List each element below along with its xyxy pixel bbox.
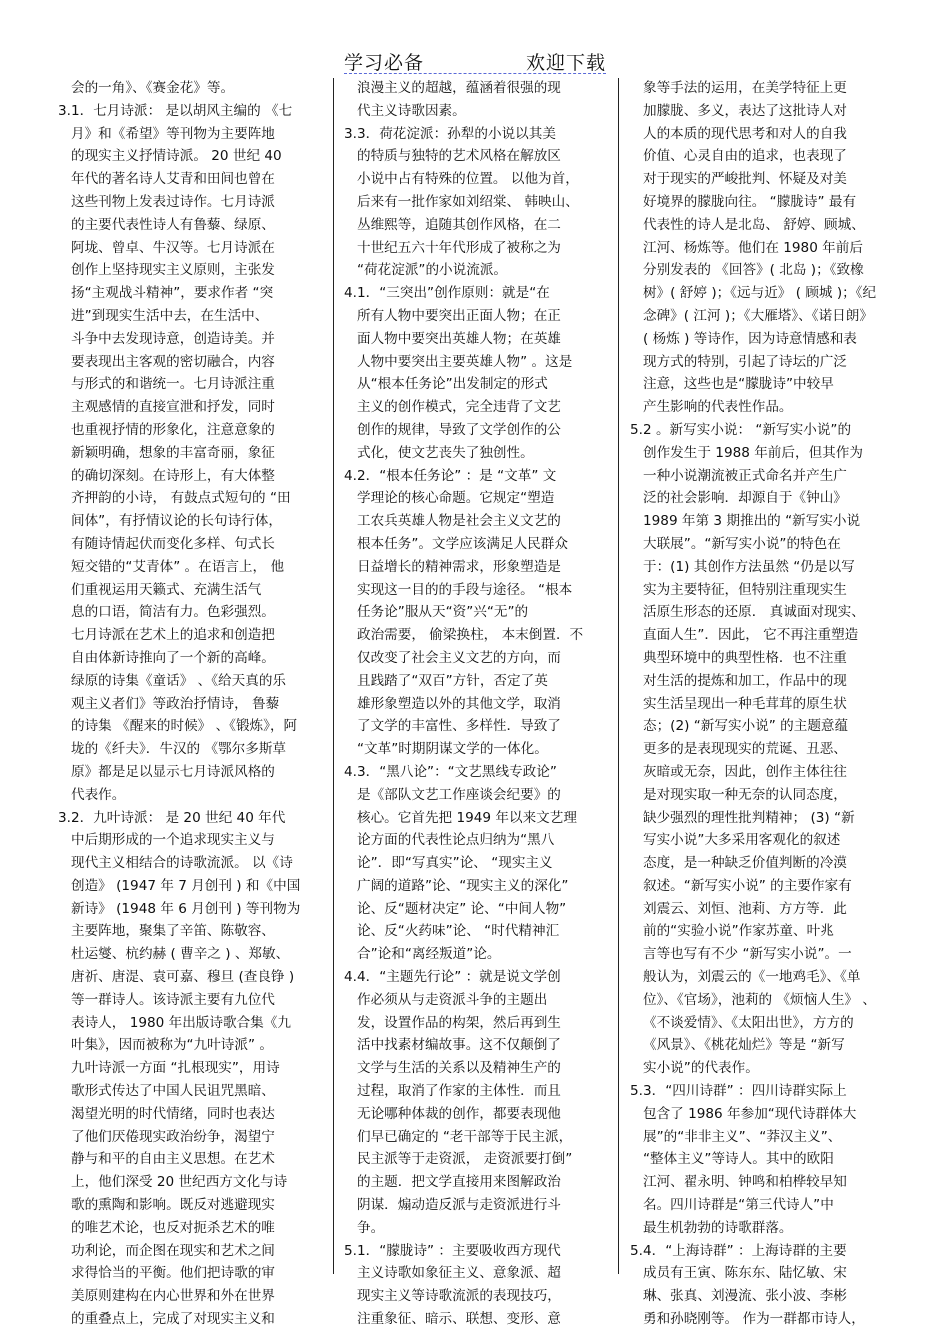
text-line: 最生机勃勃的诗歌群落。 — [643, 1219, 793, 1236]
text-line: 年代的著名诗人艾青和田间也曾在 — [71, 171, 275, 188]
text-line: 绿原的诗集《童话》 、《给天真的乐 — [71, 672, 287, 689]
text-line: 有随诗情起伏而变化多样、句式长 — [71, 535, 275, 552]
text-line: 现实主义等诗歌流派的表现技巧， — [357, 1288, 561, 1305]
text-line: 民主派等于走资派， 走资派要打倒” — [357, 1151, 573, 1168]
text-line: 间体”，有抒情议论的长句诗行体， — [71, 513, 282, 530]
text-line: 渴望光明的时代情绪，同时也表达 — [71, 1105, 275, 1122]
text-line: 言等也写有不少 “新写实小说”。一 — [643, 946, 852, 963]
text-line: 歌的熏陶和影响。既反对逃避现实 — [71, 1197, 275, 1214]
text-line: 短交错的“艾青体” 。在语言上， 他 — [71, 558, 285, 575]
text-line: 4.2．“根本任务论” ：是 “文革” 文 — [344, 467, 557, 484]
text-line: 月》和《希望》等刊物为主要阵地 — [71, 125, 275, 142]
text-line: 3.1．七月诗派： 是以胡风主编的 《七 — [58, 102, 293, 119]
text-line: 代表性的诗人是北岛、 舒婷、顾城、 — [643, 216, 865, 233]
text-line: 现代主义相结合的诗歌流派。 以《诗 — [71, 855, 293, 872]
text-line: 丛维熙等，追随其创作风格，在二 — [357, 216, 561, 233]
text-line: 泛的社会影响．却源自于《钟山》 — [643, 490, 847, 507]
text-line: 1989 年第 3 期推出的 “新写实小说 — [643, 513, 861, 530]
text-line: 《风景》、《桃花灿烂》等是 “新写 — [643, 1037, 845, 1054]
text-line: 合”论和“离经叛道”论。 — [357, 946, 501, 963]
text-line: 直面人生”．因此， 它不再注重塑造 — [643, 627, 859, 644]
text-line: 创作发生于 1988 年前后，但其作为 — [643, 444, 863, 461]
text-line: 灰暗或无奈，因此，创作主体往往 — [643, 763, 847, 780]
text-line: 大联展”。“新写实小说”的特色在 — [643, 535, 841, 552]
text-line: 日益增长的精神需求，形象塑造是 — [357, 558, 561, 575]
column-divider-1 — [333, 78, 334, 1274]
text-line: 求得恰当的平衡。他们把诗歌的审 — [71, 1265, 275, 1282]
text-line: 好境界的朦胧向往。 “朦胧诗” 最有 — [643, 193, 857, 210]
text-line: 于：(1) 其创作方法虽然 “仍是以写 — [643, 558, 855, 575]
text-line: 斗争中去发现诗意，创造诗美。并 — [71, 330, 275, 347]
text-line: 十世纪五六十年代形成了被称之为 — [357, 239, 561, 256]
text-line: 5.3．“四川诗群” ：四川诗群实际上 — [630, 1083, 847, 1100]
text-line: 中后期形成的一个追求现实主义与 — [71, 832, 275, 849]
text-line: 阿垅、曾卓、牛汉等。七月诗派在 — [71, 239, 275, 256]
text-line: 主义诗歌如象征主义、意象派、超 — [357, 1265, 561, 1282]
text-line: 名。四川诗群是“第三代诗人”中 — [643, 1197, 834, 1214]
text-line: 七月诗派在艺术上的追求和创造把 — [71, 627, 275, 644]
text-line: 一种小说潮流被正式命名并产生广 — [643, 467, 847, 484]
text-line: 过程，取消了作家的主体性．而且 — [357, 1083, 561, 1100]
text-line: 代表作。 — [71, 786, 126, 803]
text-line: 新颖明确，想象的丰富奇丽，象征 — [71, 444, 275, 461]
text-line: 实生活呈现出一种毛茸茸的原生状 — [643, 695, 847, 712]
text-line: 念碑》( 江河 )；《大雁塔》、《诺日朗》 — [643, 307, 873, 324]
text-line: 垅的《纤夫》．牛汉的 《鄂尔多斯草 — [71, 741, 287, 758]
text-line: 代主义诗歌因素。 — [357, 102, 466, 119]
text-line: 《不谈爱情》、《太阳出世》，方方的 — [643, 1014, 854, 1031]
text-line: 静与和平的自由主义思想。在艺术 — [71, 1151, 275, 1168]
column-divider-2 — [618, 78, 619, 1274]
text-line: 典型环境中的典型性格．也不注重 — [643, 649, 847, 666]
text-line: 5.4．“上海诗群” ：上海诗群的主要 — [630, 1242, 847, 1259]
text-line: 与形式的和谐统一。七月诗派注重 — [71, 376, 275, 393]
text-line: 发，设置作品的构架，然后再到生 — [357, 1014, 561, 1031]
text-line: 成员有王寅、陈东东、陆忆敏、宋 — [643, 1265, 847, 1282]
text-line: 无论哪种体裁的创作，都要表现他 — [357, 1105, 561, 1122]
text-line: 更多的是表现现实的荒诞、丑恶、 — [643, 741, 847, 758]
text-line: 江河、杨炼等。他们在 1980 年前后 — [643, 239, 863, 256]
text-line: 们早已确定的 “老干部等于民主派， — [357, 1128, 573, 1145]
text-line: 叶集》，因而被称为“九叶诗派” 。 — [71, 1037, 273, 1054]
text-line: 是《部队文艺工作座谈会纪要》的 — [357, 786, 561, 803]
text-line: 般认为，刘震云的《一地鸡毛》、《单 — [643, 969, 861, 986]
text-line: 了文学的丰富性、多样性．导致了 — [357, 718, 561, 735]
text-line: 缺少强烈的理性批判精神； (3) “新 — [643, 809, 855, 826]
text-line: 广阔的道路”论、“现实主义的深化” — [357, 877, 569, 894]
text-line: 且践踏了“双百”方针，否定了英 — [357, 672, 548, 689]
text-line: 实小说”的代表作。 — [643, 1060, 759, 1077]
text-line: 对于现实的严峻批判、怀疑及对美 — [643, 171, 847, 188]
text-line: 位》、《官场》，池莉的 《烦恼人生》 、 — [643, 991, 876, 1008]
text-line: 任务论”服从天“资”兴“无”的 — [357, 604, 529, 621]
text-line: 式化，使文艺丧失了独创性。 — [357, 444, 534, 461]
text-line: 写实小说”大多采用客观化的叙述 — [643, 832, 841, 849]
text-line: 展”的“非非主义”、“莽汉主义”、 — [643, 1128, 842, 1145]
text-line: 态度，是一种缺乏价值判断的冷漠 — [643, 855, 847, 872]
text-line: ( 杨炼 ) 等诗作，因为诗意情感和表 — [643, 330, 857, 347]
text-line: 人的本质的现代思考和对人的自我 — [643, 125, 847, 142]
text-line: 的特质与独特的艺术风格在解放区 — [357, 148, 561, 165]
header-right-text: 欢迎下载 — [525, 52, 606, 74]
text-line: 表诗人， 1980 年出版诗歌合集《九 — [71, 1014, 291, 1031]
text-line: 5.1．“朦胧诗” ：主要吸收西方现代 — [344, 1242, 561, 1259]
text-line: 3.3．荷花淀派：孙犁的小说以其美 — [344, 125, 556, 142]
text-line: 包含了 1986 年参加“现代诗群体大 — [643, 1105, 857, 1122]
text-line: 美原则建构在内心世界和外在世界 — [71, 1288, 275, 1305]
text-line: 是对现实取一种无奈的认同态度， — [643, 786, 847, 803]
text-line: 树》( 舒婷 )；《远与近》 ( 顾城 )；《纪 — [643, 285, 877, 302]
header-left-text: 学习必备 — [344, 52, 425, 74]
text-line: 加朦胧、多义，表达了这批诗人对 — [643, 102, 847, 119]
text-line: 面人物中要突出英雄人物；在英雄 — [357, 330, 561, 347]
header-dashed-underline — [344, 73, 606, 74]
text-line: 实现这一目的的手段与途径。 “根本 — [357, 581, 573, 598]
text-line: 主要阵地，聚集了辛笛、陈敬容、 — [71, 923, 275, 940]
text-line: “文革”时期阴谋文学的一体化。 — [357, 741, 548, 758]
text-line: 仅改变了社会主义文艺的方向，而 — [357, 649, 561, 666]
text-line: 活中找素材编故事。这不仅颠倒了 — [357, 1037, 561, 1054]
text-line: 的重叠点上，完成了对现实主义和 — [71, 1311, 275, 1328]
text-line: 叙述。“新写实小说” 的主要作家有 — [643, 877, 852, 894]
text-line: 根本任务”。文学应该满足人民群众 — [357, 535, 568, 552]
text-line: 刘震云、刘恒、池莉、方方等．此 — [643, 900, 847, 917]
text-line: 杜运燮、杭约赫 ( 曹辛之 ) 、郑敏、 — [71, 946, 290, 963]
text-line: 唐祈、唐湜、袁可嘉、穆旦 (查良铮 ) — [71, 969, 295, 986]
text-line: 九叶诗派一方面 “扎根现实”，用诗 — [71, 1060, 280, 1077]
text-line: 产生影响的代表性作品。 — [643, 399, 793, 416]
text-line: 琳、张真、刘漫流、张小波、李彬 — [643, 1288, 847, 1305]
text-line: 政治需要， 偷梁换柱， 本末倒置．不 — [357, 627, 584, 644]
text-line: 的唯艺术论，也反对扼杀艺术的唯 — [71, 1219, 275, 1236]
text-line: 的现实主义抒情诗派。 20 世纪 40 — [71, 148, 282, 165]
text-line: 进”到现实生活中去，在生活中、 — [71, 307, 269, 324]
text-line: 了他们厌倦现实政治纷争，渴望宁 — [71, 1128, 275, 1145]
text-line: 价值、心灵自由的追求，也表现了 — [643, 148, 847, 165]
text-line: 主义的创作模式，完全违背了文艺 — [357, 399, 561, 416]
text-line: 现方式的特别，引起了诗坛的广泛 — [643, 353, 847, 370]
text-line: 歌形式传达了中国人民诅咒黑暗、 — [71, 1083, 275, 1100]
text-line: 阴谋．煽动造反派与走资派进行斗 — [357, 1197, 561, 1214]
text-column-2 — [344, 77, 608, 1331]
text-line: 自由体新诗推向了一个新的高峰。 — [71, 649, 275, 666]
text-line: 会的一角》、《赛金花》等。 — [71, 80, 235, 96]
text-line: 论”．即“写真实”论、 “现实主义 — [357, 855, 553, 872]
text-line: 前的“实验小说”作家苏童、叶兆 — [643, 923, 834, 940]
text-line: 论方面的代表性论点归纳为“黑八 — [357, 832, 555, 849]
page-header — [344, 48, 606, 74]
text-line: 江河、翟永明、钟鸣和柏桦较早知 — [643, 1174, 847, 1191]
text-line: 扬“主观战斗精神”，要求作者 “突 — [71, 285, 274, 302]
text-line: 上，他们深受 20 世纪西方文化与诗 — [71, 1174, 288, 1191]
text-line: 小说中占有特殊的位置。 以他为首， — [357, 171, 579, 188]
text-line: 齐押韵的小诗， 有鼓点式短句的 “田 — [71, 490, 291, 507]
text-column-1 — [58, 77, 326, 1331]
text-line: 态；(2) “新写实小说” 的主题意蕴 — [643, 718, 849, 735]
text-line: 4.1．“三突出”创作原则：就是“在 — [344, 285, 550, 302]
text-line: 息的口语，简洁有力。色彩强烈。 — [71, 604, 275, 621]
text-line: 等一群诗人。该诗派主要有九位代 — [71, 991, 275, 1008]
text-line: 主观感情的直接宣泄和抒发，同时 — [71, 399, 275, 416]
text-line: 们重视运用天籁式、充满生活气 — [71, 581, 262, 598]
text-line: 工农兵英雄人物是社会主义文艺的 — [357, 513, 561, 530]
text-line: 活原生形态的还原． 真诚面对现实、 — [643, 604, 865, 621]
text-line: 浪漫主义的超越，蕴涵着很强的现 — [357, 80, 561, 96]
text-line: 实为主要特征，但特别注重现实生 — [643, 581, 847, 598]
text-line: 4.4．“主题先行论” ：就是说文学创 — [344, 969, 561, 986]
text-line: 作必须从与走资派斗争的主题出 — [357, 991, 548, 1008]
text-line: 创造》 (1947 年 7 月创刊 ) 和《中国 — [71, 877, 301, 894]
text-line: 对生活的提炼和加工，作品中的现 — [643, 672, 847, 689]
text-line: 象等手法的运用，在美学特征上更 — [643, 80, 847, 96]
text-line: 分别发表的 《回答》( 北岛 )；《致橡 — [643, 262, 864, 279]
text-line: 新诗》 (1948 年 6 月创刊 ) 等刊物为 — [71, 900, 301, 917]
text-line: 观主义者们》等政治抒情诗， 鲁藜 — [71, 695, 280, 712]
text-line: 5.2 。新写实小说： “新写实小说”的 — [630, 421, 852, 438]
text-line: 所有人物中要突出正面人物；在正 — [357, 307, 561, 324]
text-line: 的主要代表性诗人有鲁藜、绿原、 — [71, 216, 275, 233]
text-line: 也重视抒情的形象化，注意意象的 — [71, 421, 275, 438]
text-line: 功利论，而企图在现实和艺术之间 — [71, 1242, 275, 1259]
text-line: “整体主义”等诗人。其中的欧阳 — [643, 1151, 834, 1168]
text-line: 雄形象塑造以外的其他文学，取消 — [357, 695, 561, 712]
text-line: “荷花淀派”的小说流派。 — [357, 262, 508, 279]
text-line: 文学与生活的关系以及精神生产的 — [357, 1060, 561, 1077]
text-line: 从“根本任务论”出发制定的形式 — [357, 376, 548, 393]
text-column-3 — [630, 77, 892, 1331]
text-line: 的诗集 《醒来的时候》 、《锻炼》，阿 — [71, 718, 298, 735]
text-line: 原》都是足以显示七月诗派风格的 — [71, 763, 275, 780]
text-line: 学理论的核心命题。它规定“塑造 — [357, 490, 555, 507]
text-line: 勇和孙晓刚等。 作为一群都市诗人， — [643, 1311, 865, 1328]
text-line: 的主题．把文学直接用来图解政治 — [357, 1174, 561, 1191]
text-line: 论、反“题材决定” 论、“中间人物” — [357, 900, 567, 917]
text-line: 这些刊物上发表过诗作。七月诗派 — [71, 193, 275, 210]
text-line: 后来有一批作家如刘绍棠、 韩映山、 — [357, 193, 579, 210]
text-line: 的确切深刻。在诗形上，有大体整 — [71, 467, 275, 484]
text-line: 创作上坚持现实主义原则，主张发 — [71, 262, 275, 279]
text-line: 人物中要突出主要英雄人物” 。这是 — [357, 353, 573, 370]
text-line: 争。 — [357, 1219, 385, 1236]
text-line: 3.2．九叶诗派： 是 20 世纪 40 年代 — [58, 809, 286, 826]
text-line: 论、反“火药味”论、 “时代精神汇 — [357, 923, 560, 940]
text-line: 注意，这些也是“朦胧诗”中较早 — [643, 376, 834, 393]
text-line: 4.3．“黑八论”：“文艺黑线专政论” — [344, 763, 557, 780]
text-line: 核心。它首先把 1949 年以来文艺理 — [357, 809, 577, 826]
text-line: 要表现出主客观的密切融合，内容 — [71, 353, 275, 370]
text-line: 注重象征、暗示、联想、变形、意 — [357, 1311, 561, 1328]
text-line: 创作的规律，导致了文学创作的公 — [357, 421, 561, 438]
